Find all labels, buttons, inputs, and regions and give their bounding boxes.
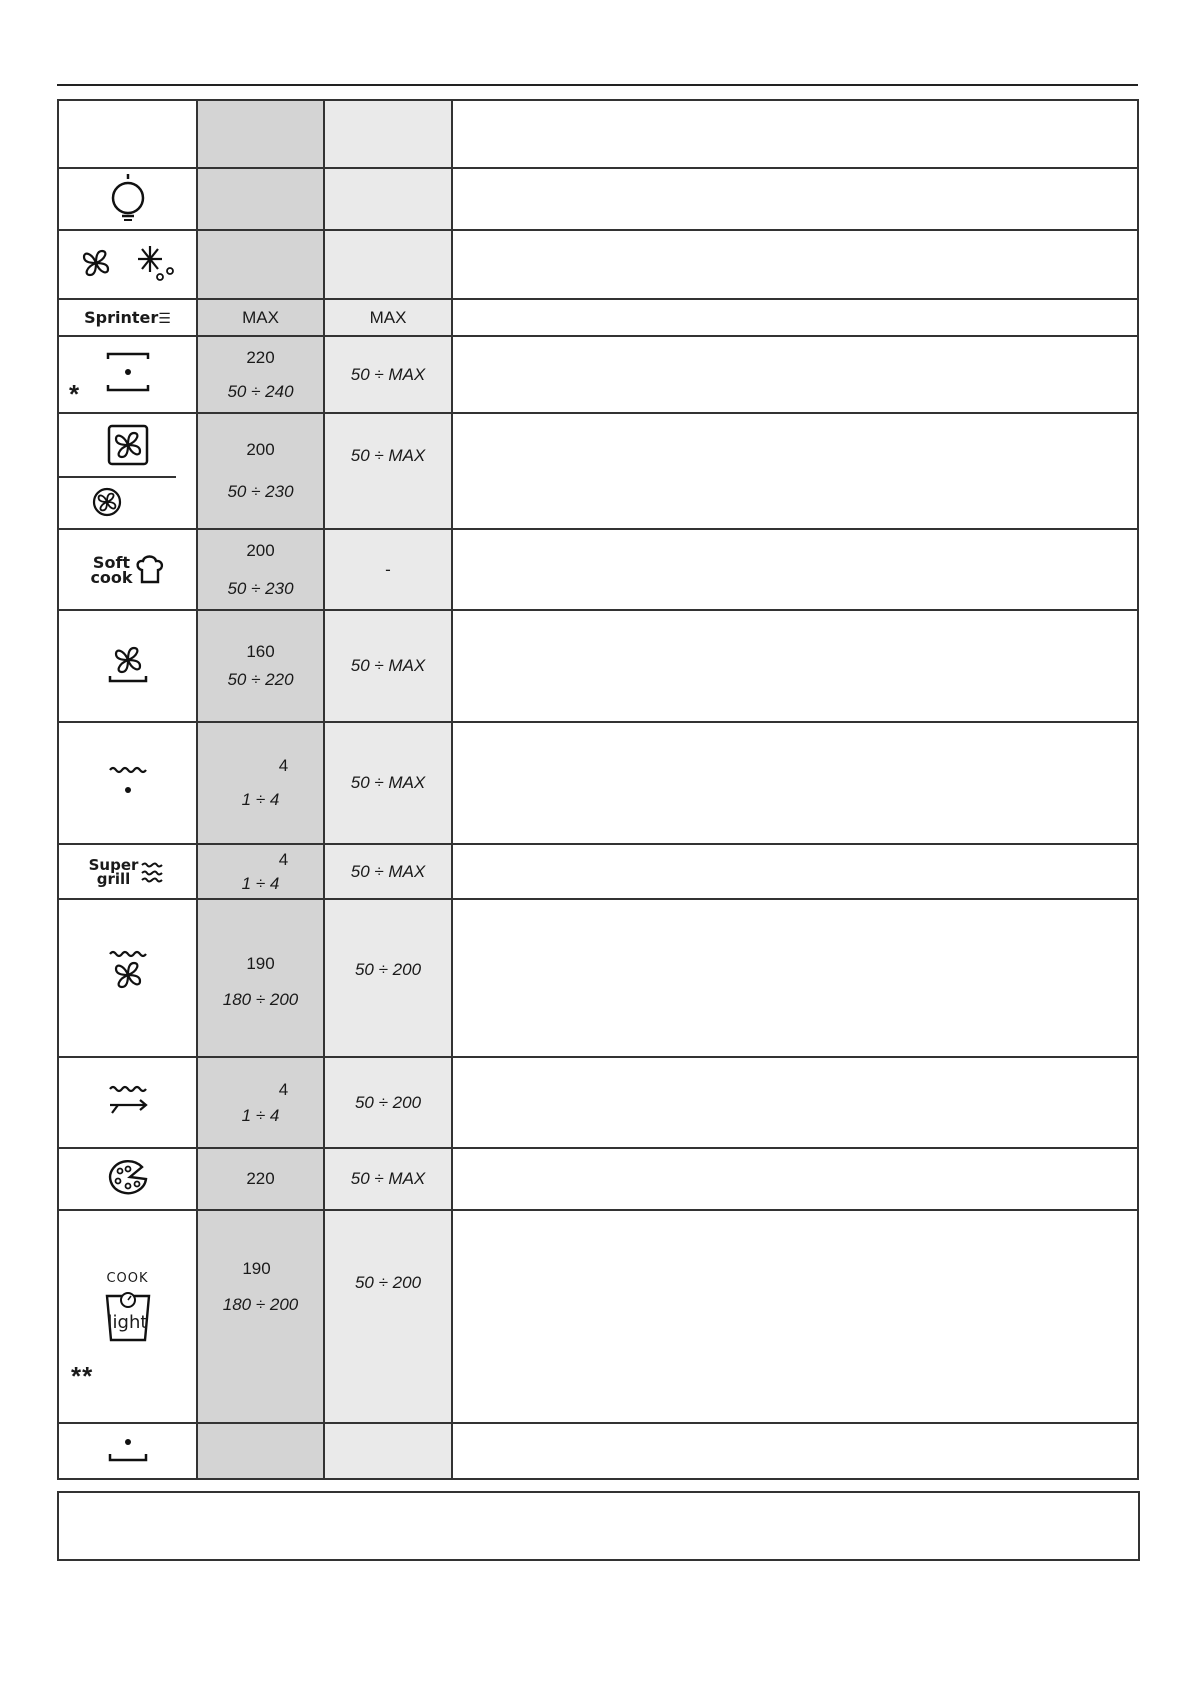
mw-value: - [385,559,391,579]
bottom-heat-icon [106,1432,150,1466]
desc-cell [452,413,1138,529]
table-row-header [58,100,1138,168]
temp-range: 1 ÷ 4 [241,1105,280,1125]
temp-value: 190 [246,954,275,973]
temp-range: 50 ÷ 220 [227,670,294,689]
desc-cell [452,1057,1138,1148]
desc-cell [452,230,1138,299]
temp-range: 180 ÷ 200 [222,1295,299,1314]
temp-value: 200 [246,440,275,459]
super-grill-icon: Super grill [89,858,167,886]
desc-cell [452,1423,1138,1479]
desc-cell [452,844,1138,899]
temp-cell [197,1423,324,1479]
fan-bottom-icon [106,642,150,686]
table-row [58,722,1138,844]
desc-cell [452,899,1138,1057]
mw-range: 50 ÷ MAX [350,773,426,792]
temp-value: 4 [278,756,289,775]
table-row [58,899,1138,1057]
temp-range: 50 ÷ 230 [227,578,294,598]
desc-cell [452,336,1138,413]
temp-value: 160 [246,642,275,661]
mw-range: 50 ÷ MAX [350,656,426,675]
table-row [58,529,1138,610]
fan-circle-icon [91,486,123,518]
temp-value: 220 [246,347,275,367]
desc-cell [452,299,1138,336]
temp-range: 50 ÷ 230 [227,482,294,501]
mw-cell [324,230,452,299]
note-star: * [69,379,80,409]
table-row [58,610,1138,722]
temp-value: 190 [242,1259,271,1278]
desc-cell [452,529,1138,610]
footer-note-box [57,1491,1140,1561]
lamp-icon [106,172,150,222]
sprinter-icon: Sprinter☰ [84,307,171,327]
desc-cell [452,610,1138,722]
rotisserie-icon [106,1083,150,1117]
mw-value: MAX [369,307,407,327]
temp-value: 220 [246,1169,275,1188]
mw-range: 50 ÷ MAX [350,1169,426,1188]
fan-ring-icon [106,423,150,467]
mw-range: 50 ÷ MAX [350,861,426,881]
table-row [58,1148,1138,1210]
soft-cook-icon: Soft cook [90,554,164,586]
mw-cell [324,1423,452,1479]
grill-fan-icon [106,948,150,992]
table-row [58,299,1138,336]
header-temp-cell [197,100,324,168]
table-row [58,336,1138,413]
mw-range: 50 ÷ 200 [354,1273,422,1292]
note-double-star: ** [71,1361,94,1391]
temp-value: 200 [246,540,275,560]
header-icon-cell [58,100,197,168]
table-row [58,230,1138,299]
mw-range: 50 ÷ MAX [350,364,426,384]
table-row [58,413,1138,529]
top-bottom-heat-icon [103,349,153,395]
table-row [58,1210,1138,1423]
temp-cell [197,230,324,299]
table-row [58,168,1138,230]
mw-range: 50 ÷ 200 [354,1092,422,1112]
temp-range: 50 ÷ 240 [227,381,294,401]
desc-cell [452,722,1138,844]
table-row [58,1057,1138,1148]
header-desc-cell [452,100,1138,168]
temp-value: 4 [278,849,289,869]
desc-cell [452,168,1138,230]
temp-value: MAX [242,307,279,327]
top-rule [57,84,1138,86]
table-row [58,1423,1138,1479]
desc-cell [452,1210,1138,1423]
oven-functions-table [57,99,1139,1480]
temp-range: 1 ÷ 4 [241,790,280,809]
cook-light-icon: COOK light [103,1271,153,1342]
table-row [58,844,1138,899]
grill-icon [106,764,150,798]
desc-cell [452,1148,1138,1210]
pizza-icon [106,1159,150,1195]
mw-range: 50 ÷ MAX [350,446,426,465]
mw-cell [324,168,452,230]
temp-cell [197,168,324,230]
temp-value: 4 [278,1079,289,1099]
header-mw-cell [324,100,452,168]
temp-range: 180 ÷ 200 [222,990,299,1009]
fan-defrost-icon [78,239,178,285]
cell-divider [59,476,176,478]
temp-range: 1 ÷ 4 [241,873,280,893]
mw-range: 50 ÷ 200 [354,960,422,979]
